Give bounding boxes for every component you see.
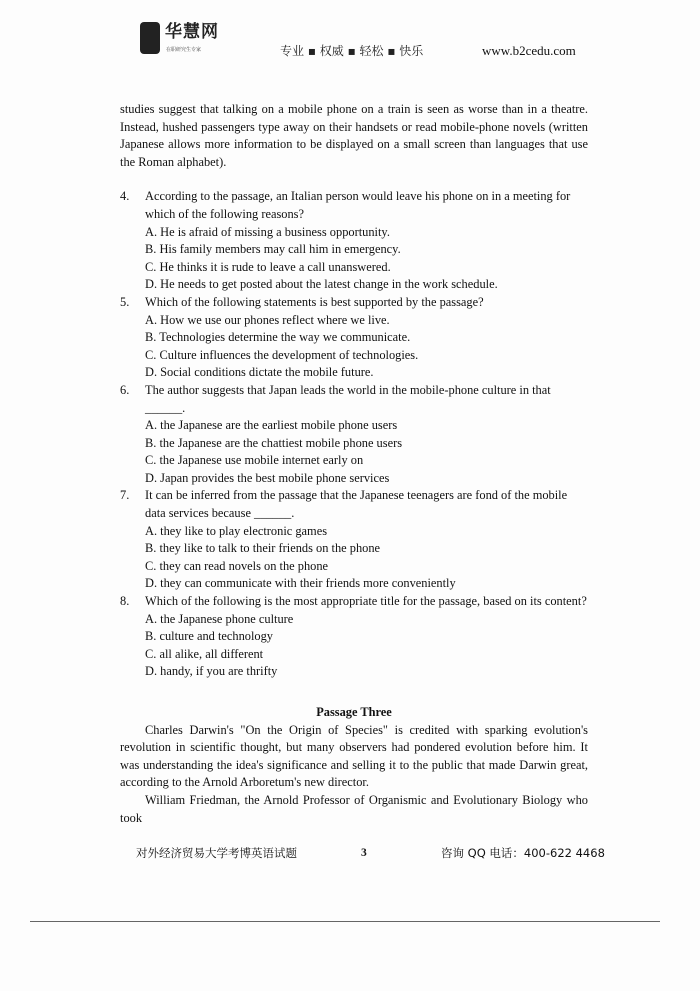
question (120, 294, 588, 312)
question (120, 382, 588, 417)
website-url: www.b2cedu.com (482, 43, 576, 58)
answer-option: D. they can communicate with their friends more conveniently (145, 576, 456, 591)
intro-paragraph: studies suggest that talking on a mobile phone on a train is seen as worse than in a theatre. Instead, hushed passengers type away on their handsets or read mobile-phone novels (written Japanese allows more information to be displayed on a small screen than languages that use the Roman alphabet). (120, 102, 588, 169)
question-number: 4. (120, 189, 130, 204)
answer-option: A. the Japanese are the earliest mobile phone users (145, 418, 398, 433)
question-text: Which of the following is the most appropriate title for the passage, based on its content? (145, 594, 587, 609)
answer-option: A. How we use our phones reflect where we live. (145, 312, 390, 327)
footer-title: 对外经济贸易大学考博英语试题 (136, 846, 297, 861)
question-list (120, 188, 588, 681)
answer-option: D. Social conditions dictate the mobile future. (145, 365, 374, 380)
question (120, 593, 588, 611)
passage-paragraph: Charles Darwin's "On the Origin of Species" is credited with sparking evolution's revolution in scientific thought, but many observers had pondered evolution before him. It was understanding the idea's significance and selling it to the public that made Darwin great, according to the Arnold Arboretum's new director. (120, 722, 588, 790)
answer-option: B. Technologies determine the way we communicate. (145, 330, 411, 345)
logo-text: 华慧网 (165, 22, 219, 42)
answer-option: C. all alike, all different (145, 646, 264, 661)
answer-option: B. His family members may call him in emergency. (145, 242, 401, 257)
question-number: 5. (120, 294, 130, 309)
answer-option: C. they can read novels on the phone (145, 558, 329, 573)
question-number: 7. (120, 488, 130, 503)
logo-subtitle: 在职研究生专家 (166, 47, 202, 53)
question-number: 6. (120, 382, 130, 397)
passage-title: Passage Three (316, 705, 392, 719)
passage-paragraph: William Friedman, the Arnold Professor of Organismic and Evolutionary Biology who took (120, 792, 588, 825)
page-header (140, 18, 580, 58)
document-body (120, 101, 588, 827)
bottom-rule (30, 921, 660, 922)
question (120, 188, 588, 223)
answer-option: D. handy, if you are thrifty (145, 664, 278, 679)
logo-mark (140, 22, 160, 54)
question-text: The author suggests that Japan leads the world in the mobile-phone culture in that ______. (145, 382, 551, 415)
question-number: 8. (120, 594, 130, 609)
question-text: According to the passage, an Italian person would leave his phone on in a meeting for which of the following reasons? (145, 189, 571, 221)
question (120, 487, 588, 522)
page-number: 3 (361, 847, 367, 860)
answer-option: C. Culture influences the development of technologies. (145, 347, 419, 362)
footer-contact: 咨询 QQ 电话：400-622 4468 (441, 846, 605, 861)
slogan: 专业 ▪ 权威 ▪ 轻松 ▪ 快乐 (280, 44, 424, 58)
page-content (120, 101, 605, 922)
answer-option: D. Japan provides the best mobile phone services (145, 470, 390, 485)
answer-option: C. He thinks it is rude to leave a call unanswered. (145, 259, 391, 274)
answer-option: A. He is afraid of missing a business opportunity. (145, 224, 390, 239)
answer-option: A. they like to play electronic games (145, 523, 328, 538)
answer-option: B. culture and technology (145, 629, 274, 644)
answer-option: B. they like to talk to their friends on the phone (145, 541, 381, 556)
answer-option: D. He needs to get posted about the latest change in the work schedule. (145, 277, 498, 292)
answer-option: B. the Japanese are the chattiest mobile phone users (145, 435, 403, 450)
page-footer (136, 845, 605, 861)
answer-option: A. the Japanese phone culture (145, 611, 294, 626)
answer-option: C. the Japanese use mobile internet early on (145, 453, 364, 468)
question-text: Which of the following statements is best supported by the passage? (145, 294, 484, 309)
question-text: It can be inferred from the passage that the Japanese teenagers are fond of the mobile data services because ______. (145, 488, 568, 521)
